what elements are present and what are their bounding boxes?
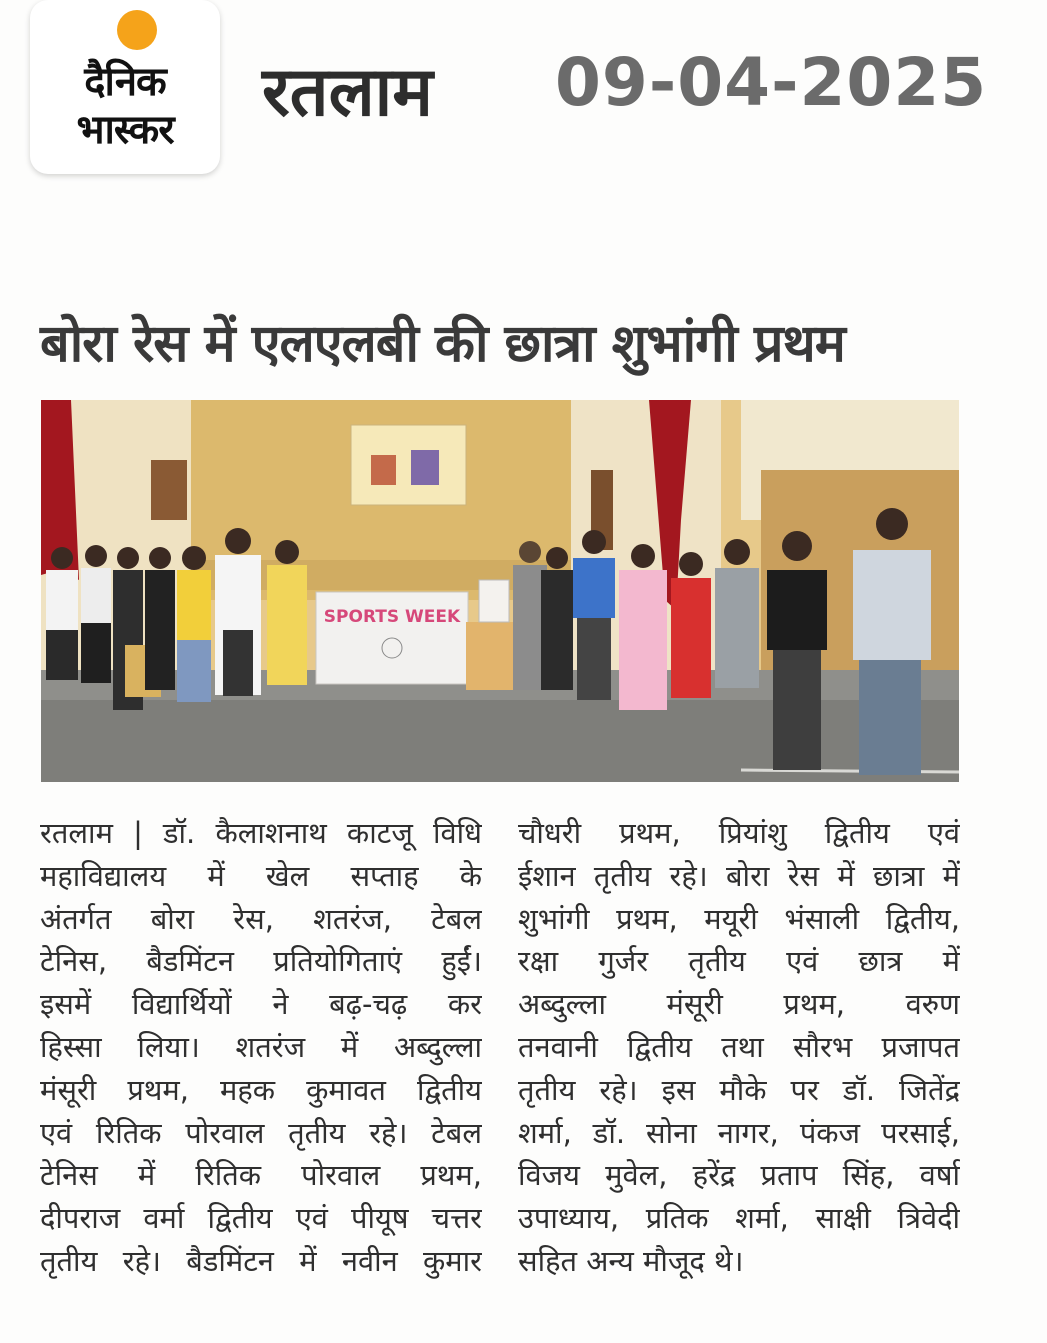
article-column-left — [40, 812, 482, 1283]
article-line: तृतीय रहे। इस मौके पर डॉ. जितेंद्र — [518, 1072, 960, 1107]
dainik-bhaskar-logo — [30, 0, 220, 174]
article-line: टेनिस, बैडमिंटन प्रतियोगिताएं हुईं। — [40, 944, 482, 979]
article-line: उपाध्याय, प्रतिक शर्मा, साक्षी त्रिवेदी — [518, 1201, 960, 1236]
article-line: टेनिस में रितिक पोरवाल प्रथम, — [40, 1158, 482, 1193]
article-line: तृतीय रहे। बैडमिंटन में नवीन कुमार — [40, 1243, 482, 1278]
article-line: महाविद्यालय में खेल सप्ताह के — [40, 858, 482, 893]
article-line: अंतर्गत बोरा रेस, शतरंज, टेबल — [40, 901, 482, 936]
article-line: ईशान तृतीय रहे। बोरा रेस में छात्रा में — [518, 858, 960, 893]
article-line: रक्षा गुर्जर तृतीय एवं छात्र में — [518, 944, 960, 979]
article-line: शुभांगी प्रथम, मयूरी भंसाली द्वितीय, — [518, 901, 960, 936]
article-line: सहित अन्य मौजूद थे। — [518, 1243, 744, 1278]
sun-icon — [117, 10, 157, 50]
headline: बोरा रेस में एलएलबी की छात्रा शुभांगी प्रथम — [40, 314, 845, 374]
article-line: चौधरी प्रथम, प्रियांशु द्वितीय एवं — [518, 816, 960, 850]
article-line: दीपराज वर्मा द्वितीय एवं पीयूष चत्तर — [40, 1201, 482, 1236]
article-column-right — [518, 812, 960, 1283]
edition-city: रतलाम — [262, 53, 433, 132]
article-line: मंसूरी प्रथम, महक कुमावत द्वितीय — [40, 1072, 482, 1107]
logo-line-1: दैनिक — [84, 59, 166, 105]
article-line: शर्मा, डॉ. सोना नागर, पंकज परसाई, — [518, 1115, 960, 1150]
article-line: विजय मुवेल, हरेंद्र प्रताप सिंह, वर्षा — [518, 1158, 960, 1193]
logo-line-2: भास्कर — [76, 107, 174, 153]
banner-text: SPORTS WEEK — [323, 607, 461, 627]
article-line: इसमें विद्यार्थियों ने बढ़-चढ़ कर — [40, 987, 482, 1022]
article-line: तनवानी द्वितीय तथा सौरभ प्रजापत — [518, 1029, 960, 1064]
edition-date: 09-04-2025 — [555, 44, 988, 121]
news-photo — [41, 400, 959, 782]
article-line: एवं रितिक पोरवाल तृतीय रहे। टेबल — [40, 1115, 482, 1150]
article-line: हिस्सा लिया। शतरंज में अब्दुल्ला — [40, 1029, 482, 1064]
article-line: अब्दुल्ला मंसूरी प्रथम, वरुण — [518, 987, 960, 1022]
article-line: रतलाम | डॉ. कैलाशनाथ काटजू विधि — [40, 816, 482, 850]
